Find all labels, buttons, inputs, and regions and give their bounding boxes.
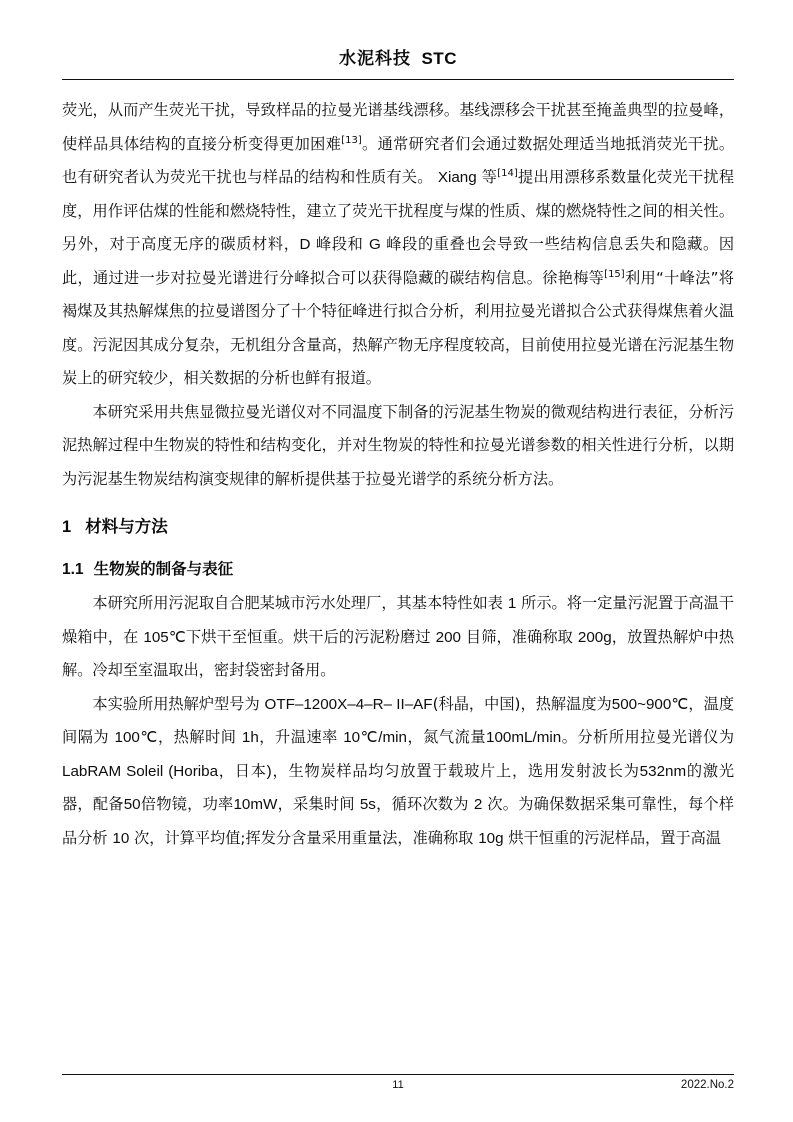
latin-run: D: [299, 236, 311, 253]
section-title: 材料与方法: [85, 517, 168, 536]
latin-run: 100℃: [114, 729, 158, 746]
paragraph: [62, 688, 734, 856]
subsection-heading-1-1: [62, 554, 734, 585]
latin-run: 1h: [241, 729, 259, 746]
text-run: ，采集时间: [277, 795, 360, 813]
page-number: 11: [392, 1079, 404, 1091]
text-run: 本研究采用共焦显微拉曼光谱仪对不同温度下制备的污泥基生物炭的微观结构进行表征，分析污泥热解过程中生物炭的特性和结构变化，并对生物炭的特性和拉曼光谱参数的相关性进行分析，以期为污泥基生物炭结构演变规律的解析提供基于拉曼光谱学的系统分析方法。: [62, 402, 734, 488]
header-divider: [62, 79, 734, 80]
text-run: 次，计算平均值;挥发分含量采用重量法，准确称取: [129, 828, 479, 847]
text-run: ，生物炭样品均匀放置于载玻片上，选用发射波长为: [271, 761, 640, 780]
text-run: 本实验所用热解炉型号为: [92, 694, 265, 713]
latin-run: 1: [507, 595, 517, 612]
text-run: (科晶，中国)，热解温度为: [432, 694, 612, 713]
text-run: 峰段的重叠也会导致一些结构信息丢失和隐藏。因此，通过进一步对拉曼光谱进行分峰拟合可以获得隐藏的碳结构信息。徐艳梅等: [62, 235, 735, 287]
reference-marker: [14]: [497, 167, 518, 179]
text-run: 倍物镜，功率: [140, 795, 234, 813]
reference-marker: [15]: [604, 268, 625, 280]
latin-run: 105℃: [143, 628, 187, 646]
text-run: 烘干恒重的污泥样品，置于高温: [503, 828, 721, 847]
page-content: [62, 0, 734, 1122]
latin-run: 50: [123, 796, 141, 813]
text-run: ，放置热解炉中热解。冷却至室温取出，密封袋密封备用。: [62, 627, 735, 679]
text-run: ，升温速率: [258, 728, 344, 746]
text-run: 的激光器，配备: [62, 761, 735, 813]
text-run: 提出用漂移系数量化荧光干扰程度，用作评估煤的性能和燃烧特性，建立了荧光干扰程度与煤的性质、煤的燃烧特性之间的相关性。另外，对于高度无序的碳质材料，: [62, 168, 735, 253]
latin-run: 10g: [478, 829, 504, 847]
text-run: 所示。将一定量污泥置于高温干燥箱中，在: [62, 594, 735, 646]
page-footer: [62, 1074, 734, 1100]
text-run: 荧光，从而产生荧光干扰，导致样品的拉曼光谱基线漂移。基线漂移会干扰甚至掩盖典型的拉曼峰，使样品具体结构的直接分析变得更加困难: [62, 101, 734, 153]
paragraph: [62, 587, 734, 688]
latin-run: 100mL/min: [486, 729, 562, 746]
text-run: ，循环次数为: [375, 795, 474, 813]
latin-run: LabRAM Soleil (Horiba，日本): [62, 762, 272, 780]
footer-divider: [62, 1074, 734, 1075]
text-run: 下烘干至恒重。烘干后的污泥粉磨过: [186, 627, 436, 646]
journal-abbreviation: STC: [421, 49, 457, 68]
text-run: ，温度间隔为: [62, 694, 735, 746]
latin-run: 200: [435, 628, 461, 646]
section-number: 1: [62, 518, 72, 536]
text-run: ，热解时间: [157, 728, 242, 746]
latin-run: 5s: [359, 796, 376, 813]
latin-run: 10: [112, 829, 130, 847]
reference-marker: [13]: [341, 134, 362, 146]
latin-run: 200g: [577, 628, 612, 646]
issue-label: 2022.No.2: [680, 1079, 734, 1091]
page-header: [62, 0, 734, 69]
latin-run: 2: [473, 796, 483, 813]
latin-run: OTF–1200X–4–R– II–AF: [264, 695, 433, 713]
latin-run: Xiang: [437, 169, 477, 186]
text-run: 本研究所用污泥取自合肥某城市污水处理厂，其基本特性如表: [92, 594, 508, 612]
text-run: 利用“十峰法”将褐煤及其热解煤焦的拉曼谱图分了十个特征峰进行拟合分析，利用拉曼光谱拟合公式获得煤焦着火温度。污泥因其成分复杂，无机组分含量高，热解产物无序程度较高，目前使用拉曼光谱在污泥基生物炭上的研究较少，相关数据的分析也鲜有报道。: [62, 268, 734, 387]
text-run: 。通常研究者们会通过数据处理适当地抵消荧光干扰。也有研究者认为荧光干扰也与样品的结构和性质有关。: [62, 134, 735, 186]
text-run: 次。为确保数据采集可靠性，每个样品分析: [62, 795, 735, 847]
section-heading-1: [62, 512, 734, 542]
text-run: 目筛，准确称取: [460, 627, 578, 646]
subsection-number: 1.1: [62, 561, 84, 578]
journal-title-cn: 水泥科技: [339, 49, 412, 69]
text-run: 峰段和: [310, 235, 369, 253]
latin-run: 532nm: [639, 762, 687, 780]
latin-run: 10℃/min: [343, 729, 407, 746]
text-run: ，氮气流量: [406, 728, 487, 746]
latin-run: 10mW: [233, 796, 278, 813]
latin-run: 500~900℃: [611, 695, 689, 713]
text-run: 。分析所用拉曼光谱仪为: [561, 728, 735, 746]
latin-run: G: [368, 236, 381, 253]
text-run: 等: [476, 168, 498, 186]
article-body: [62, 94, 734, 855]
paragraph: [62, 94, 734, 396]
paragraph: [62, 396, 734, 497]
subsection-title: 生物炭的制备与表征: [93, 560, 234, 578]
